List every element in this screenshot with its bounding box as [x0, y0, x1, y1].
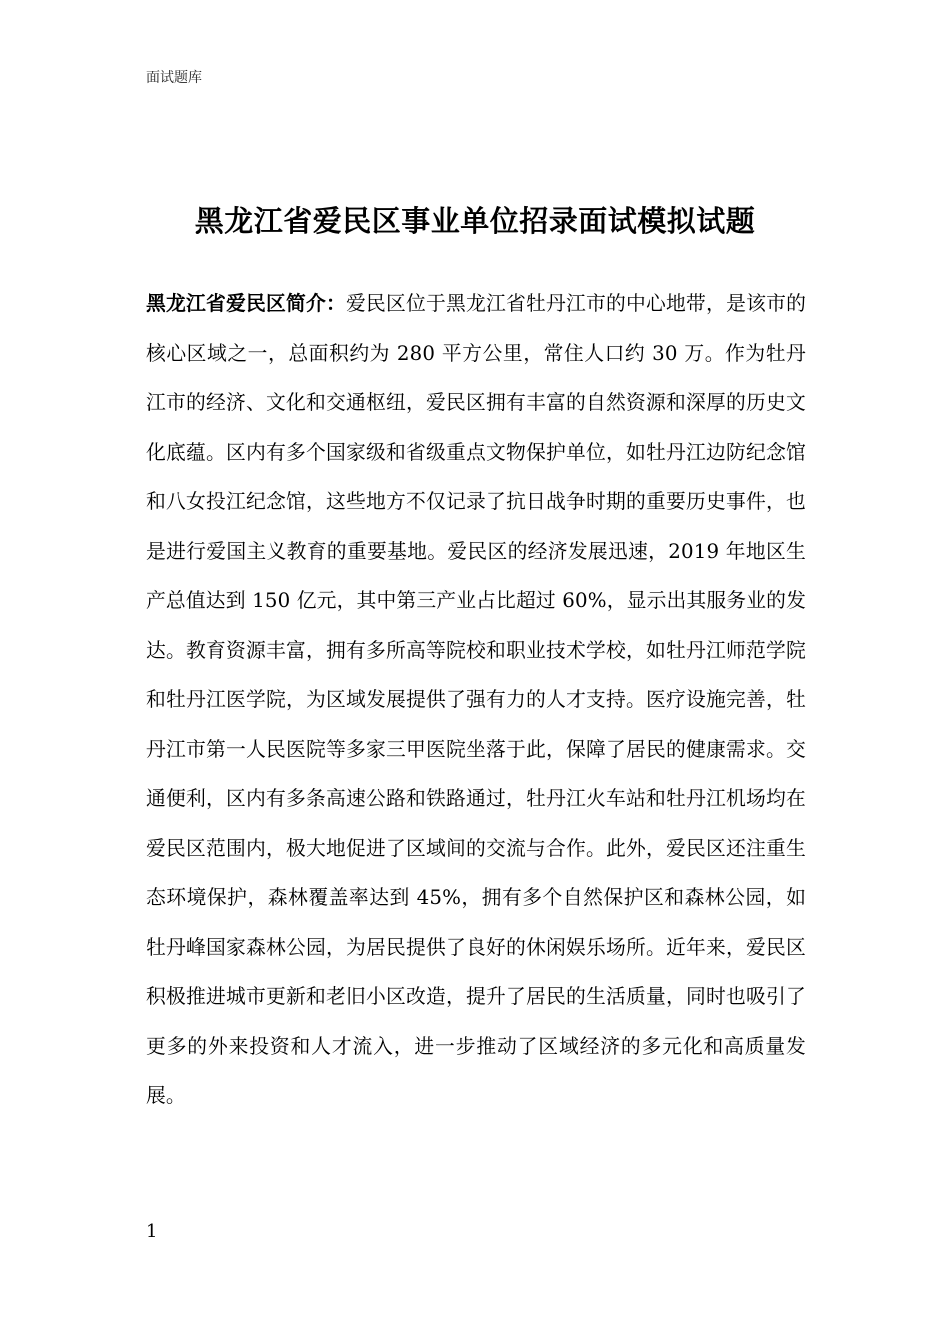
page-header-label: 面试题库	[146, 70, 202, 86]
intro-paragraph	[146, 279, 806, 1121]
intro-lead: 黑龙江省爱民区简介：	[146, 292, 347, 315]
intro-body: 爱民区位于黑龙江省牡丹江市的中心地带，是该市的核心区域之一，总面积约为 280 平方公里，常住人口约 30 万。作为牡丹江市的经济、文化和交通枢纽，爱民区拥有丰富的自然资源和深厚的历史文化底蕴。区内有多个国家级和省级重点文物保护单位，如牡丹江边防纪念馆和八女投江纪念馆，这些地方不仅记录了抗日战争时期的重要历史事件，也是进行爱国主义教育的重要基地。爱民区的经济发展迅速，2019 年地区生产总值达到 150 亿元，其中第三产业占比超过 60%，显示出其服务业的发达。教育资源丰富，拥有多所高等院校和职业技术学校，如牡丹江师范学院和牡丹江医学院，为区域发展提供了强有力的人才支持。医疗设施完善，牡丹江市第一人民医院等多家三甲医院坐落于此，保障了居民的健康需求。交通便利，区内有多条高速公路和铁路通过，牡丹江火车站和牡丹江机场均在爱民区范围内，极大地促进了区域间的交流与合作。此外，爱民区还注重生态环境保护，森林覆盖率达到 45%，拥有多个自然保护区和森林公园，如牡丹峰国家森林公园，为居民提供了良好的休闲娱乐场所。近年来，爱民区积极推进城市更新和老旧小区改造，提升了居民的生活质量，同时也吸引了更多的外来投资和人才流入，进一步推动了区域经济的多元化和高质量发展。	[146, 292, 807, 1107]
document-title: 黑龙江省爱民区事业单位招录面试模拟试题	[194, 204, 756, 239]
page-number: 1	[146, 1221, 158, 1242]
